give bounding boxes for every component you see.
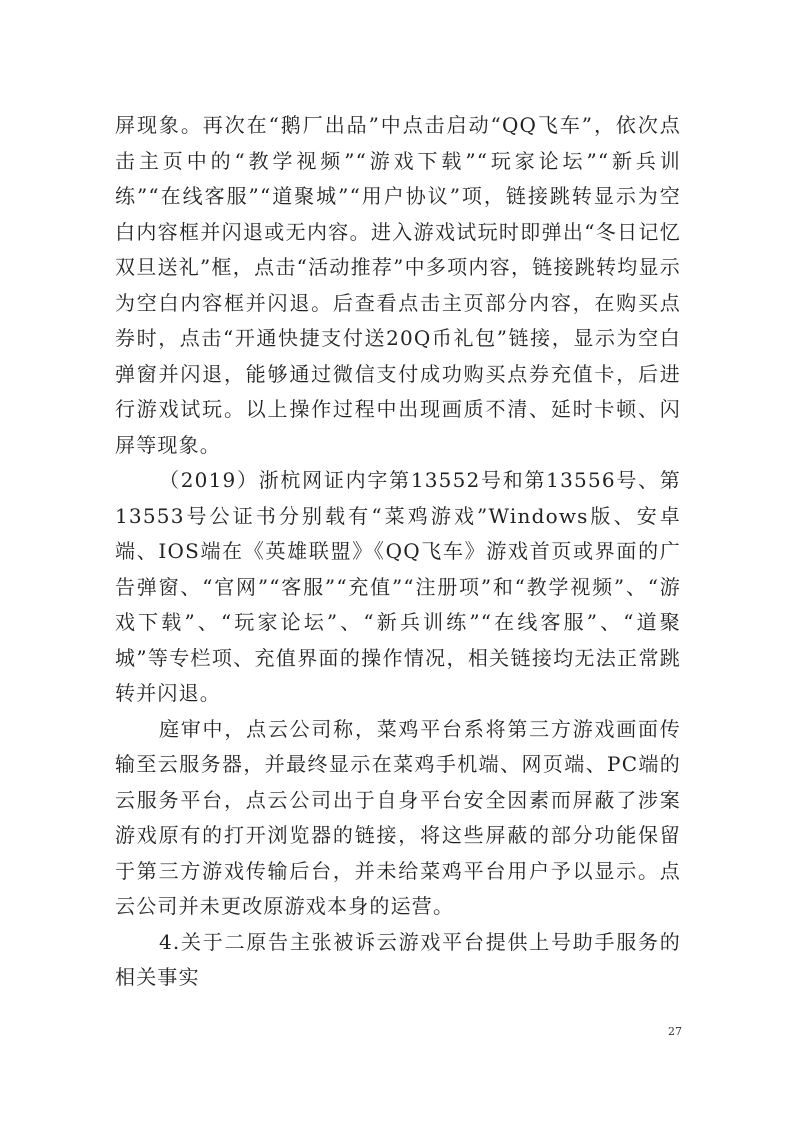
page-number: 27 <box>668 1025 682 1038</box>
paragraph-continuation: 屏现象。再次在“鹅厂出品”中点击启动“QQ飞车”，依次点击主页中的“教学视频”“游戏下载”“玩家论坛”“新兵训练”“在线客服”“道聚城”“用户协议”项，链接跳转显示为空白内容框并闪退或无内容。进入游戏试玩时即弹出“冬日记忆双旦送礼”框，点击“活动推荐”中多项内容，链接跳转均显示为空白内容框并闪退。后查看点击主页部分内容，在购买点券时，点击“开通快捷支付送20Q币礼包”链接，显示为空白弹窗并闪退，能够通过微信支付成功购买点券充值卡，后进行游戏试玩。以上操作过程中出现画质不清、延时卡顿、闪屏等现象。 <box>115 113 681 457</box>
document-body <box>115 108 681 996</box>
paragraph-court-hearing: 庭审中，点云公司称，菜鸡平台系将第三方游戏画面传输至云服务器，并最终显示在菜鸡手机端、网页端、PC端的云服务平台，点云公司出于自身平台安全因素而屏蔽了涉案游戏原有的打开浏览器的链接，将这些屏蔽的部分功能保留于第三方游戏传输后台，并未给菜鸡平台用户予以显示。点云公司并未更改原游戏本身的运营。 <box>115 716 681 918</box>
paragraph-notarial-certificates: （2019）浙杭网证内字第13552号和第13556号、第13553号公证书分别载有“菜鸡游戏”Windows版、安卓端、IOS端在《英雄联盟》《QQ飞车》游戏首页或界面的广告弹窗、“官网”“客服”“充值”“注册项”和“教学视频”、“游戏下载”、“玩家论坛”、“新兵训练”“在线客服”、“道聚城”等专栏项、充值界面的操作情况，相关链接均无法正常跳转并闪退。 <box>115 468 681 705</box>
section-heading-login-assistant: 4.关于二原告主张被诉云游戏平台提供上号助手服务的相关事实 <box>115 929 681 989</box>
